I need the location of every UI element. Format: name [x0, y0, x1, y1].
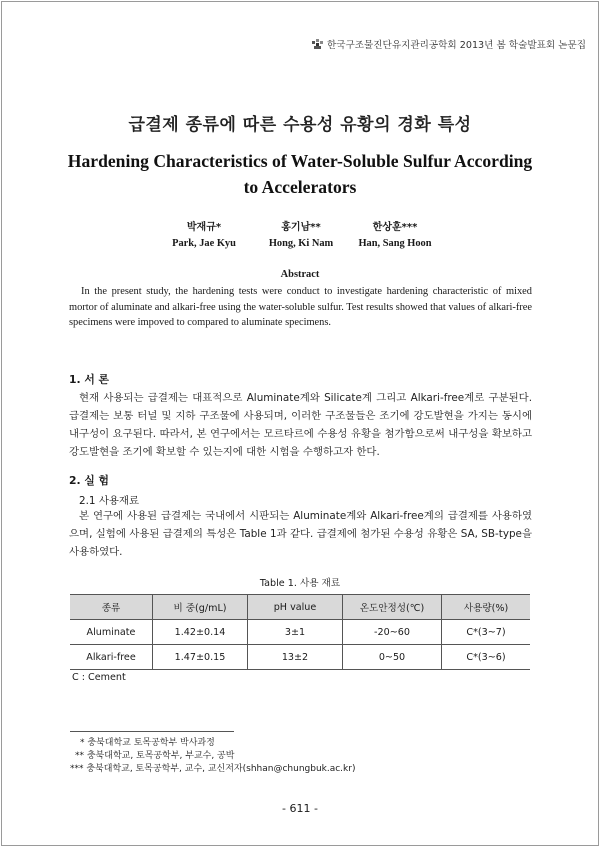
- table-note: C : Cement: [72, 672, 126, 683]
- section-1-text: 현재 사용되는 급결제는 대표적으로 Aluminate계와 Silicate계 그리고 Alkari-free계로 구분된다. 급결제는 보통 터널 및 지하 구조물에 사용되며, 이러한 구조물들은 조기에 강도발현을 가지는 동시에 내구성이 요구된다. 따라서, 본 연구에서는 모르타르에 수용성 유황을 첨가함으로써 내구성을 확보하고 강도발현을 조기에 확보할 수 있는지에 대한 시험을 수행하고자 한다.: [69, 392, 532, 458]
- table-header-cell: 종류: [70, 595, 153, 620]
- table-header-cell: pH value: [248, 595, 343, 620]
- abstract-heading: Abstract: [280, 269, 320, 280]
- page-number: - 611 -: [282, 802, 318, 815]
- author-name-english: Han, Sang Hoon: [358, 238, 432, 249]
- journal-title: 한국구조물진단유지관리공학회 2013년 봄 학술발표회 논문집: [326, 40, 586, 51]
- table-cell: -20~60: [343, 620, 442, 645]
- footnote-1: * 충북대학교 토목공학부 박사과정: [80, 738, 215, 748]
- table-caption: Table 1. 사용 재료: [259, 578, 341, 589]
- table-cell: 1.47±0.15: [153, 645, 248, 670]
- author-name-english: Hong, Ki Nam: [268, 238, 334, 249]
- table-cell: 13±2: [248, 645, 343, 670]
- footnotes: [70, 737, 355, 776]
- author-3: [330, 218, 460, 249]
- title-korean: 급결제 종류에 따른 수용성 유황의 경화 특성: [128, 115, 472, 135]
- author-name-korean: 한상훈***: [372, 222, 418, 233]
- author-name-korean: 홍기남**: [281, 222, 321, 233]
- title-english: Hardening Characteristics of Water-Soluble Sulfur According to Accelerators: [67, 151, 533, 197]
- footnote-3: *** 충북대학교, 토목공학부, 교수, 교신저자(shhan@chungbuk.ac.kr): [70, 764, 356, 774]
- table-row: [70, 645, 530, 670]
- footnote-2: ** 충북대학교, 토목공학부, 부교수, 공박: [75, 751, 235, 761]
- table-cell: C*(3~7): [442, 620, 531, 645]
- section-2-text: 본 연구에 사용된 급결제는 국내에서 시판되는 Aluminate계와 Alkari-free계의 급결제를 사용하였으며, 실험에 사용된 급결제의 특성은 Table 1과 같다. 급결제에 첨가된 수용성 유황은 SA, SB-type을 사용하였다.: [69, 510, 532, 558]
- footnote-divider: [70, 731, 234, 732]
- table-cell: 3±1: [248, 620, 343, 645]
- table-cell: C*(3~6): [442, 645, 531, 670]
- table-row: [70, 620, 530, 645]
- table-header-cell: 온도안정성(℃): [343, 595, 442, 620]
- abstract-text: In the present study, the hardening tests were conduct to investigate hardening characteristic of mixed mortor of aluminate and alkari-free using the water-soluble sulfur. Test results showed that values of alkari-free specimens were impoved to compared to aluminate specimens.: [69, 286, 532, 328]
- table-cell: Aluminate: [70, 620, 153, 645]
- table-cell: 1.42±0.14: [153, 620, 248, 645]
- section-2-heading: 2. 실 험: [69, 474, 109, 487]
- table-header-cell: 사용량(%): [442, 595, 531, 620]
- author-name-korean: 박재규*: [186, 222, 222, 233]
- journal-header: [312, 37, 586, 51]
- table-cell: Alkari-free: [70, 645, 153, 670]
- materials-table: [70, 594, 530, 670]
- table-header-row: [70, 595, 530, 620]
- author-name-english: Park, Jae Kyu: [172, 238, 236, 249]
- journal-logo-icon: [312, 39, 323, 50]
- section-1-heading: 1. 서 론: [69, 373, 109, 386]
- table-header-cell: 비 중(g/mL): [153, 595, 248, 620]
- section-2-1-heading: 2.1 사용재료: [79, 495, 139, 507]
- table-cell: 0~50: [343, 645, 442, 670]
